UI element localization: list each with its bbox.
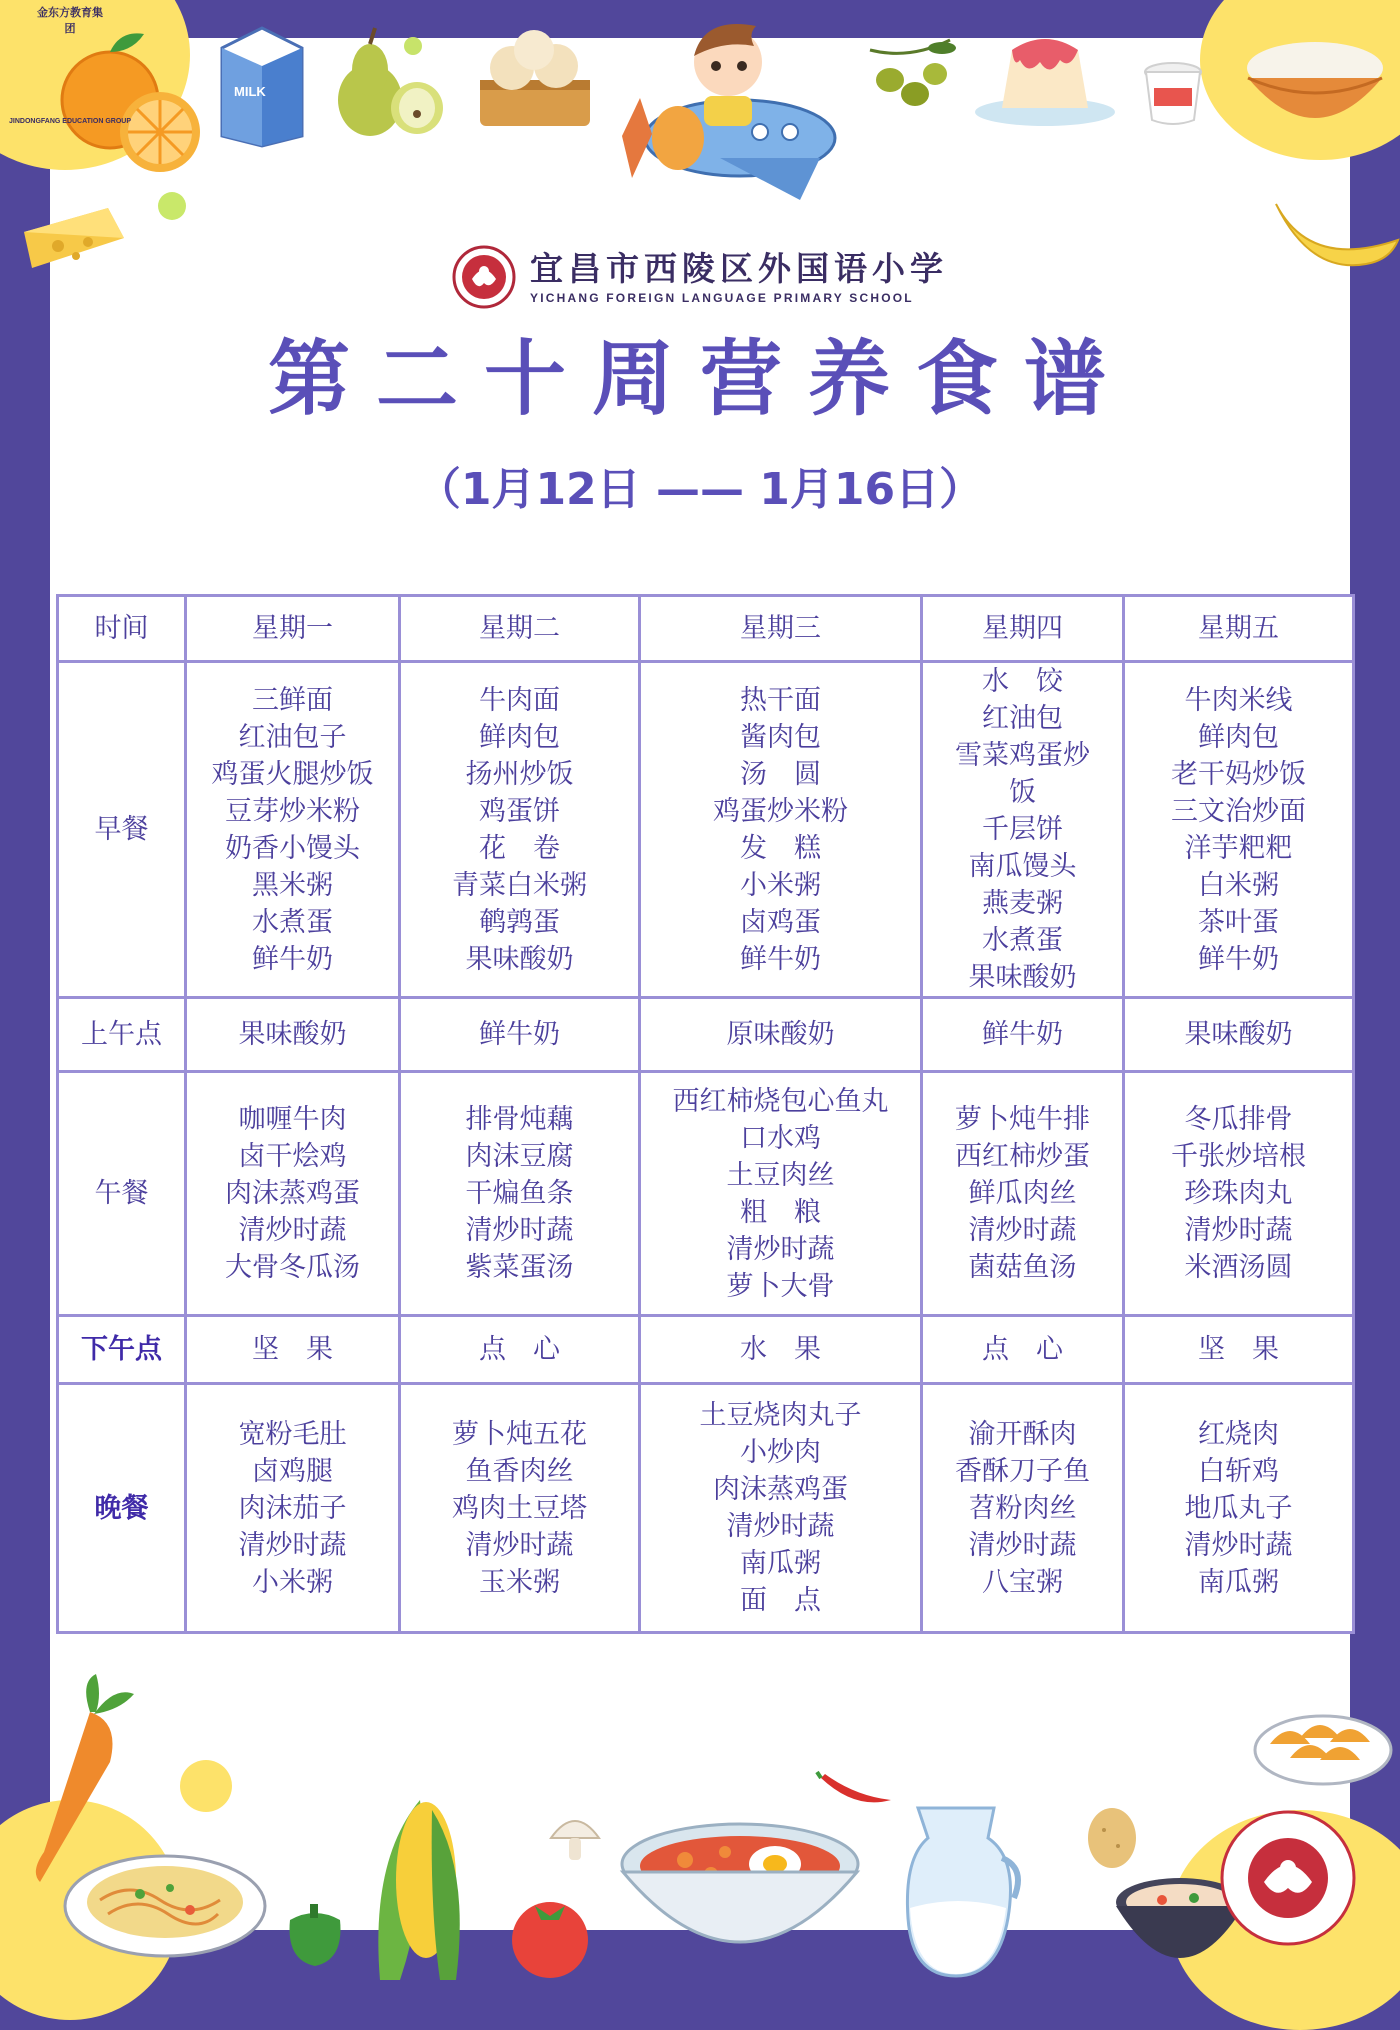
menu-item: 紫菜蛋汤 xyxy=(465,1252,574,1283)
menu-item: 玉米粥 xyxy=(479,1566,560,1598)
menu-item: 鲜肉包 xyxy=(479,721,560,753)
menu-cell xyxy=(186,998,400,1072)
menu-table xyxy=(56,594,1355,1634)
school-header xyxy=(0,240,1400,314)
menu-item: 发 糕 xyxy=(740,832,821,864)
menu-item: 鲜瓜肉丝 xyxy=(968,1178,1077,1209)
menu-item: 南瓜粥 xyxy=(740,1548,821,1579)
menu-item: 水 饺 xyxy=(982,666,1063,697)
menu-item: 酱肉包 xyxy=(740,721,821,753)
menu-item: 清炒时蔬 xyxy=(968,1215,1077,1246)
table-row-lunch xyxy=(58,1072,1354,1316)
menu-item: 西红柿炒蛋 xyxy=(955,1141,1090,1172)
menu-item: 坚 果 xyxy=(252,1334,333,1365)
date-range: （1月12日 —— 1月16日） xyxy=(416,464,984,515)
menu-item: 苕粉肉丝 xyxy=(968,1492,1077,1524)
menu-item: 牛肉面 xyxy=(479,684,560,716)
menu-cell xyxy=(640,998,922,1072)
menu-item: 热干面 xyxy=(740,684,821,716)
menu-item: 萝卜大骨 xyxy=(726,1270,835,1302)
menu-item: 肉沫豆腐 xyxy=(465,1141,574,1172)
menu-item: 清炒时蔬 xyxy=(726,1233,835,1265)
potato-icon xyxy=(1082,1802,1142,1872)
menu-item: 南瓜粥 xyxy=(1198,1566,1279,1598)
row-label-lunch: 午餐 xyxy=(58,1072,186,1316)
menu-item: 鸡肉土豆塔 xyxy=(452,1492,587,1524)
menu-item: 鹌鹑蛋 xyxy=(479,906,560,938)
menu-item: 咖喱牛肉 xyxy=(238,1104,347,1135)
menu-item: 果味酸奶 xyxy=(238,1019,347,1050)
school-name-en: YICHANG FOREIGN LANGUAGE PRIMARY SCHOOL xyxy=(530,291,914,305)
menu-item: 冬瓜排骨 xyxy=(1184,1104,1293,1135)
menu-cell xyxy=(922,1072,1124,1316)
table-row-morning-snack xyxy=(58,998,1354,1072)
menu-item: 果味酸奶 xyxy=(1184,1019,1293,1050)
menu-item: 萝卜炖五花 xyxy=(452,1418,587,1450)
tomato-icon xyxy=(505,1890,595,1978)
rice-bowl-icon xyxy=(1240,28,1390,148)
menu-item: 珍珠肉丸 xyxy=(1184,1178,1293,1209)
dumplings-plate-icon xyxy=(1250,1700,1396,1790)
table-row-afternoon-snack xyxy=(58,1316,1354,1384)
menu-item: 坚 果 xyxy=(1198,1334,1279,1365)
menu-item: 香酥刀子鱼 xyxy=(955,1455,1090,1487)
menu-item: 牛肉米线 xyxy=(1184,684,1293,716)
row-label-morning-snack: 上午点 xyxy=(58,998,186,1072)
menu-cell xyxy=(1124,1072,1354,1316)
menu-item: 小米粥 xyxy=(252,1566,333,1598)
menu-item: 千层饼 xyxy=(982,814,1063,845)
milk-jug-icon xyxy=(898,1798,1028,1978)
menu-cell xyxy=(922,998,1124,1072)
menu-cell xyxy=(400,1316,640,1384)
menu-cell xyxy=(1124,662,1354,998)
menu-item: 果味酸奶 xyxy=(968,962,1077,993)
menu-item: 口水鸡 xyxy=(740,1122,821,1154)
menu-cell xyxy=(400,1072,640,1316)
menu-item: 清炒时蔬 xyxy=(465,1529,574,1561)
menu-item: 汤 圆 xyxy=(740,758,821,790)
menu-item: 卤鸡腿 xyxy=(252,1455,333,1487)
olives-icon xyxy=(860,30,960,120)
menu-item: 饭 xyxy=(1009,777,1036,808)
menu-item: 肉沫蒸鸡蛋 xyxy=(225,1178,360,1209)
header-cell-tuesday: 星期二 xyxy=(400,596,640,662)
menu-cell xyxy=(186,1072,400,1316)
menu-item: 清炒时蔬 xyxy=(238,1215,347,1246)
menu-item: 南瓜馒头 xyxy=(968,851,1077,882)
menu-item: 地瓜丸子 xyxy=(1184,1492,1293,1524)
menu-item: 清炒时蔬 xyxy=(1184,1215,1293,1246)
menu-cell xyxy=(640,1316,922,1384)
group-logo-text xyxy=(0,0,140,140)
page-title: 第二十周营养食谱 xyxy=(267,332,1132,427)
menu-item: 八宝粥 xyxy=(982,1566,1063,1598)
menu-item: 清炒时蔬 xyxy=(465,1215,574,1246)
menu-item: 大骨冬瓜汤 xyxy=(225,1252,360,1283)
menu-item: 土豆肉丝 xyxy=(726,1159,835,1191)
menu-item: 水煮蛋 xyxy=(252,906,333,938)
table-row-breakfast xyxy=(58,662,1354,998)
header-cell-time: 时间 xyxy=(58,596,186,662)
school-logo-icon xyxy=(452,245,516,309)
menu-item: 肉沫茄子 xyxy=(238,1492,347,1524)
pudding-icon xyxy=(970,20,1120,130)
pepper-icon xyxy=(280,1900,350,1970)
menu-cell xyxy=(640,662,922,998)
menu-item: 土豆烧肉丸子 xyxy=(699,1400,862,1431)
table-row-dinner xyxy=(58,1384,1354,1633)
menu-item: 白斩鸡 xyxy=(1198,1455,1279,1487)
menu-item: 豆芽炒米粉 xyxy=(225,795,360,827)
menu-item: 鲜牛奶 xyxy=(252,943,333,975)
menu-cell xyxy=(186,1384,400,1633)
menu-item: 燕麦粥 xyxy=(982,888,1063,919)
header-cell-thursday: 星期四 xyxy=(922,596,1124,662)
group-logo-cn: 金东方教育集团 xyxy=(37,6,103,35)
menu-item: 卤鸡蛋 xyxy=(740,906,821,938)
menu-cell xyxy=(922,1316,1124,1384)
menu-item: 鸡蛋炒米粉 xyxy=(713,795,848,827)
menu-item: 鸡蛋饼 xyxy=(479,795,560,827)
menu-item: 扬州炒饭 xyxy=(465,758,574,790)
table-header-row xyxy=(58,596,1354,662)
menu-item: 果味酸奶 xyxy=(465,943,574,975)
menu-item: 点 心 xyxy=(479,1334,560,1365)
noodles-plate-icon xyxy=(60,1840,270,1960)
menu-cell xyxy=(640,1384,922,1633)
ramen-bowl-icon xyxy=(615,1812,865,1978)
menu-item: 面 点 xyxy=(740,1585,821,1616)
menu-item: 鲜牛奶 xyxy=(982,1019,1063,1050)
menu-item: 水 果 xyxy=(740,1334,821,1365)
menu-item: 干煸鱼条 xyxy=(465,1178,574,1209)
boy-in-plane-icon xyxy=(600,8,850,208)
group-logo-en: JINDONGFANG EDUCATION GROUP xyxy=(9,118,131,125)
menu-item: 清炒时蔬 xyxy=(726,1511,835,1542)
svg-text:MILK: MILK xyxy=(234,84,266,99)
menu-item: 小炒肉 xyxy=(740,1437,821,1468)
row-label-breakfast: 早餐 xyxy=(58,662,186,998)
milk-carton-icon xyxy=(210,18,310,148)
menu-item: 渝开酥肉 xyxy=(968,1418,1077,1450)
menu-cell xyxy=(1124,1316,1354,1384)
menu-cell xyxy=(922,662,1124,998)
menu-item: 洋芋粑粑 xyxy=(1184,832,1293,864)
menu-cell xyxy=(186,662,400,998)
corn-icon xyxy=(360,1770,480,1980)
menu-item: 黑米粥 xyxy=(252,869,333,901)
menu-cell xyxy=(400,1384,640,1633)
menu-item: 白米粥 xyxy=(1198,869,1279,901)
menu-item: 点 心 xyxy=(982,1334,1063,1365)
row-label-dinner: 晚餐 xyxy=(58,1384,186,1633)
menu-item: 粗 粮 xyxy=(740,1196,821,1228)
menu-item: 米酒汤圆 xyxy=(1184,1252,1293,1283)
steamed-buns-icon xyxy=(470,20,600,140)
menu-item: 三文治炒面 xyxy=(1171,795,1306,827)
menu-item: 老干妈炒饭 xyxy=(1171,758,1306,790)
menu-item: 千张炒培根 xyxy=(1171,1141,1306,1172)
menu-item: 红油包子 xyxy=(238,721,347,753)
header-cell-monday: 星期一 xyxy=(186,596,400,662)
school-name-cn: 宜昌市西陵区外国语小学 xyxy=(530,249,948,288)
menu-item: 鱼香肉丝 xyxy=(465,1455,574,1487)
menu-cell xyxy=(640,1072,922,1316)
menu-item: 三鲜面 xyxy=(252,684,333,716)
header-cell-friday: 星期五 xyxy=(1124,596,1354,662)
menu-item: 小米粥 xyxy=(740,869,821,901)
menu-cell xyxy=(1124,1384,1354,1633)
menu-cell xyxy=(186,1316,400,1384)
menu-item: 雪菜鸡蛋炒 xyxy=(955,740,1090,771)
menu-item: 红烧肉 xyxy=(1198,1418,1279,1450)
pear-icon xyxy=(325,20,460,140)
menu-item: 奶香小馒头 xyxy=(225,832,360,864)
chili-icon xyxy=(815,1770,895,1810)
menu-item: 萝卜炖牛排 xyxy=(955,1104,1090,1135)
row-label-afternoon-snack: 下午点 xyxy=(58,1316,186,1384)
menu-item: 青菜白米粥 xyxy=(452,869,587,901)
menu-item: 清炒时蔬 xyxy=(968,1529,1077,1561)
menu-item: 水煮蛋 xyxy=(982,925,1063,956)
menu-cell xyxy=(400,998,640,1072)
menu-cell xyxy=(922,1384,1124,1633)
menu-cell xyxy=(400,662,640,998)
menu-item: 鲜牛奶 xyxy=(740,943,821,975)
menu-item: 红油包 xyxy=(982,703,1063,734)
menu-item: 清炒时蔬 xyxy=(238,1529,347,1561)
yogurt-cup-icon xyxy=(1138,58,1208,128)
menu-item: 鲜肉包 xyxy=(1198,721,1279,753)
group-logo-icon xyxy=(1218,1808,1358,1948)
menu-item: 排骨炖藕 xyxy=(465,1104,574,1135)
menu-item: 鲜牛奶 xyxy=(1198,943,1279,975)
menu-item: 原味酸奶 xyxy=(726,1019,835,1050)
menu-item: 菌菇鱼汤 xyxy=(968,1252,1077,1283)
menu-item: 清炒时蔬 xyxy=(1184,1529,1293,1561)
dot-decoration xyxy=(158,192,186,220)
menu-item: 卤干烩鸡 xyxy=(238,1141,347,1172)
menu-item: 花 卷 xyxy=(479,832,560,864)
menu-item: 鲜牛奶 xyxy=(479,1019,560,1050)
header-cell-wednesday: 星期三 xyxy=(640,596,922,662)
menu-cell xyxy=(1124,998,1354,1072)
menu-item: 西红柿烧包心鱼丸 xyxy=(672,1085,889,1117)
menu-item: 茶叶蛋 xyxy=(1198,906,1279,938)
menu-item: 肉沫蒸鸡蛋 xyxy=(713,1474,848,1505)
dot-decoration xyxy=(180,1760,232,1812)
mushroom-icon xyxy=(545,1808,605,1868)
menu-item: 宽粉毛肚 xyxy=(238,1418,347,1450)
menu-item: 鸡蛋火腿炒饭 xyxy=(211,758,374,790)
